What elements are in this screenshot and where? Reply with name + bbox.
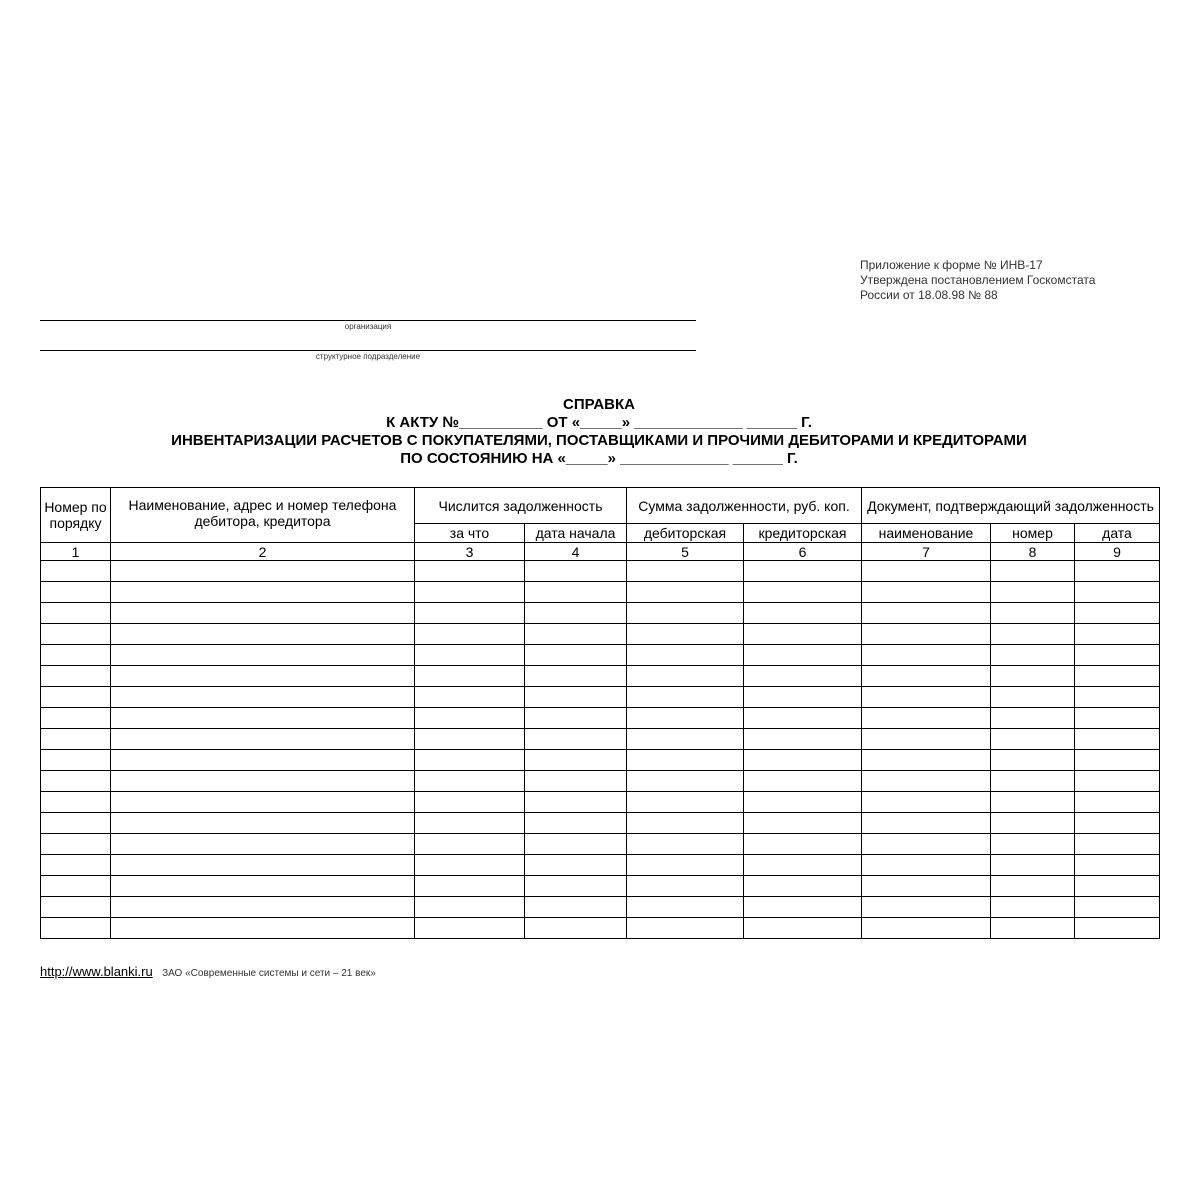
- table-cell[interactable]: [41, 729, 111, 750]
- appendix-line-1: Приложение к форме № ИНВ-17: [860, 258, 1043, 272]
- table-cell[interactable]: [415, 855, 525, 876]
- table-cell[interactable]: [41, 645, 111, 666]
- footer-link[interactable]: http://www.blanki.ru: [40, 964, 153, 979]
- table-cell[interactable]: [41, 624, 111, 645]
- table-cell[interactable]: [627, 729, 744, 750]
- table-cell[interactable]: [862, 855, 991, 876]
- table-cell[interactable]: [41, 918, 111, 939]
- table-cell[interactable]: [415, 771, 525, 792]
- appendix-line-2: Утверждена постановлением Госкомстата: [860, 273, 1096, 287]
- table-cell[interactable]: [744, 645, 862, 666]
- table-cell[interactable]: [627, 918, 744, 939]
- table-cell[interactable]: [991, 876, 1075, 897]
- table-cell[interactable]: [415, 750, 525, 771]
- table-row: [41, 771, 1160, 792]
- table-cell[interactable]: [862, 624, 991, 645]
- table-cell[interactable]: [525, 708, 627, 729]
- table-cell[interactable]: [1075, 708, 1160, 729]
- table-cell[interactable]: [525, 792, 627, 813]
- column-number-2: 2: [111, 543, 415, 561]
- table-cell[interactable]: [991, 813, 1075, 834]
- table-cell[interactable]: [744, 855, 862, 876]
- table-cell[interactable]: [525, 855, 627, 876]
- column-number-9: 9: [1075, 543, 1160, 561]
- table-cell[interactable]: [627, 645, 744, 666]
- table-cell[interactable]: [41, 603, 111, 624]
- department-field[interactable]: [40, 350, 696, 351]
- header-debtor: дебиторская: [627, 524, 744, 543]
- table-cell[interactable]: [991, 897, 1075, 918]
- header-number: Номер по порядку: [41, 488, 111, 543]
- table-cell[interactable]: [744, 666, 862, 687]
- table-cell[interactable]: [525, 771, 627, 792]
- table-cell[interactable]: [862, 687, 991, 708]
- header-sum-group: Сумма задолженности, руб. коп.: [627, 488, 862, 524]
- inventory-table: [40, 487, 1160, 939]
- table-cell[interactable]: [111, 624, 415, 645]
- table-cell[interactable]: [991, 624, 1075, 645]
- table-cell[interactable]: [1075, 645, 1160, 666]
- table-cell[interactable]: [525, 624, 627, 645]
- table-cell[interactable]: [744, 918, 862, 939]
- table-cell[interactable]: [41, 771, 111, 792]
- table-cell[interactable]: [991, 666, 1075, 687]
- table-cell[interactable]: [991, 645, 1075, 666]
- table-cell[interactable]: [627, 876, 744, 897]
- table-cell[interactable]: [41, 666, 111, 687]
- table-cell[interactable]: [525, 876, 627, 897]
- table-cell[interactable]: [415, 792, 525, 813]
- table-cell[interactable]: [991, 918, 1075, 939]
- appendix-line-3: России от 18.08.98 № 88: [860, 288, 998, 302]
- table-cell[interactable]: [627, 708, 744, 729]
- table-row: [41, 834, 1160, 855]
- table-cell[interactable]: [862, 771, 991, 792]
- table-cell[interactable]: [991, 729, 1075, 750]
- table-cell[interactable]: [41, 813, 111, 834]
- table-cell[interactable]: [525, 918, 627, 939]
- table-cell[interactable]: [415, 876, 525, 897]
- header-debt-group: Числится задолженность: [415, 488, 627, 524]
- table-cell[interactable]: [862, 813, 991, 834]
- table-cell[interactable]: [41, 708, 111, 729]
- table-row: [41, 729, 1160, 750]
- table-cell[interactable]: [1075, 729, 1160, 750]
- table-cell[interactable]: [111, 561, 415, 582]
- table-cell[interactable]: [1075, 624, 1160, 645]
- column-number-5: 5: [627, 543, 744, 561]
- table-cell[interactable]: [744, 834, 862, 855]
- table-cell[interactable]: [525, 666, 627, 687]
- table-cell[interactable]: [111, 897, 415, 918]
- table-cell[interactable]: [525, 687, 627, 708]
- table-row: [41, 792, 1160, 813]
- table-cell[interactable]: [862, 876, 991, 897]
- table-cell[interactable]: [627, 603, 744, 624]
- table-cell[interactable]: [41, 897, 111, 918]
- table-cell[interactable]: [627, 561, 744, 582]
- table-cell[interactable]: [1075, 771, 1160, 792]
- table-cell[interactable]: [744, 624, 862, 645]
- table-cell[interactable]: [862, 582, 991, 603]
- table-cell[interactable]: [415, 666, 525, 687]
- table-cell[interactable]: [41, 687, 111, 708]
- table-cell[interactable]: [1075, 855, 1160, 876]
- table-cell[interactable]: [862, 666, 991, 687]
- table-cell[interactable]: [991, 582, 1075, 603]
- table-cell[interactable]: [862, 750, 991, 771]
- table-cell[interactable]: [1075, 561, 1160, 582]
- table-row: [41, 708, 1160, 729]
- table-row: [41, 603, 1160, 624]
- title-line-4: ПО СОСТОЯНИЮ НА «_____» _____________ ______ Г.: [400, 450, 798, 467]
- header-start-date: дата начала: [525, 524, 627, 543]
- column-number-6: 6: [744, 543, 862, 561]
- table-cell[interactable]: [525, 582, 627, 603]
- table-cell[interactable]: [991, 792, 1075, 813]
- table-cell[interactable]: [991, 771, 1075, 792]
- table-cell[interactable]: [111, 708, 415, 729]
- table-cell[interactable]: [415, 582, 525, 603]
- table-cell[interactable]: [415, 708, 525, 729]
- table-cell[interactable]: [1075, 687, 1160, 708]
- table-cell[interactable]: [415, 918, 525, 939]
- table-cell[interactable]: [415, 645, 525, 666]
- table-cell[interactable]: [41, 876, 111, 897]
- table-cell[interactable]: [862, 603, 991, 624]
- table-cell[interactable]: [1075, 603, 1160, 624]
- table-cell[interactable]: [111, 750, 415, 771]
- table-cell[interactable]: [111, 666, 415, 687]
- table-row: [41, 687, 1160, 708]
- title-line-1: СПРАВКА: [563, 396, 635, 413]
- table-cell[interactable]: [627, 813, 744, 834]
- table-cell[interactable]: [862, 918, 991, 939]
- appendix-note: [860, 258, 1160, 303]
- table-cell[interactable]: [627, 855, 744, 876]
- table-cell[interactable]: [41, 792, 111, 813]
- header-for-what: за что: [415, 524, 525, 543]
- organization-field[interactable]: [40, 320, 696, 321]
- table-cell[interactable]: [1075, 666, 1160, 687]
- table-cell[interactable]: [862, 708, 991, 729]
- table-cell[interactable]: [1075, 897, 1160, 918]
- header-doc-name: наименование: [862, 524, 991, 543]
- table-cell[interactable]: [111, 645, 415, 666]
- table-cell[interactable]: [627, 792, 744, 813]
- table-cell[interactable]: [525, 603, 627, 624]
- table-cell[interactable]: [862, 561, 991, 582]
- table-cell[interactable]: [862, 729, 991, 750]
- table-cell[interactable]: [415, 834, 525, 855]
- header-creditor: кредиторская: [744, 524, 862, 543]
- table-cell[interactable]: [415, 624, 525, 645]
- table-cell[interactable]: [744, 792, 862, 813]
- table-cell[interactable]: [991, 708, 1075, 729]
- table-cell[interactable]: [991, 750, 1075, 771]
- header-name: Наименование, адрес и номер телефона дебитора, кредитора: [111, 488, 415, 543]
- table-cell[interactable]: [415, 603, 525, 624]
- organization-caption: организация: [344, 322, 392, 331]
- table-cell[interactable]: [744, 897, 862, 918]
- table-cell[interactable]: [525, 813, 627, 834]
- table-cell[interactable]: [627, 666, 744, 687]
- table-cell[interactable]: [627, 582, 744, 603]
- table-cell[interactable]: [1075, 834, 1160, 855]
- table-cell[interactable]: [744, 603, 862, 624]
- table-cell[interactable]: [991, 855, 1075, 876]
- table-row: [41, 750, 1160, 771]
- table-cell[interactable]: [744, 687, 862, 708]
- table-cell[interactable]: [111, 687, 415, 708]
- table-cell[interactable]: [525, 561, 627, 582]
- header-doc-number: номер: [991, 524, 1075, 543]
- header-doc-date: дата: [1075, 524, 1160, 543]
- table-cell[interactable]: [991, 834, 1075, 855]
- table-cell[interactable]: [111, 771, 415, 792]
- table-cell[interactable]: [991, 603, 1075, 624]
- table-cell[interactable]: [415, 813, 525, 834]
- table-cell[interactable]: [525, 729, 627, 750]
- table-row: [41, 918, 1160, 939]
- table-row: [41, 645, 1160, 666]
- table-cell[interactable]: [744, 708, 862, 729]
- table-cell[interactable]: [1075, 876, 1160, 897]
- table-cell[interactable]: [415, 729, 525, 750]
- table-cell[interactable]: [744, 582, 862, 603]
- footer: [40, 964, 376, 979]
- table-cell[interactable]: [862, 897, 991, 918]
- column-number-4: 4: [525, 543, 627, 561]
- table-cell[interactable]: [111, 603, 415, 624]
- title-line-3: ИНВЕНТАРИЗАЦИИ РАСЧЕТОВ С ПОКУПАТЕЛЯМИ, ПОСТАВЩИКАМИ И ПРОЧИМИ ДЕБИТОРАМИ И КРЕДИТОРАМИ: [171, 432, 1027, 449]
- table-row: [41, 813, 1160, 834]
- table-cell[interactable]: [525, 834, 627, 855]
- table-cell[interactable]: [111, 918, 415, 939]
- table-cell[interactable]: [627, 624, 744, 645]
- table-cell[interactable]: [744, 750, 862, 771]
- table-cell[interactable]: [41, 582, 111, 603]
- table-cell[interactable]: [1075, 918, 1160, 939]
- column-number-7: 7: [862, 543, 991, 561]
- table-cell[interactable]: [744, 771, 862, 792]
- table-row: [41, 666, 1160, 687]
- column-number-8: 8: [991, 543, 1075, 561]
- footer-organization: ЗАО «Современные системы и сети – 21 век»: [162, 968, 376, 979]
- table-row: [41, 855, 1160, 876]
- title-line-2: К АКТУ №__________ ОТ «_____» _____________ ______ Г.: [386, 414, 812, 431]
- table-cell[interactable]: [744, 729, 862, 750]
- table-cell[interactable]: [525, 750, 627, 771]
- table-cell[interactable]: [111, 813, 415, 834]
- table-cell[interactable]: [111, 729, 415, 750]
- table-cell[interactable]: [111, 792, 415, 813]
- table-cell[interactable]: [627, 897, 744, 918]
- table-cell[interactable]: [627, 771, 744, 792]
- table-cell[interactable]: [525, 645, 627, 666]
- table-cell[interactable]: [862, 834, 991, 855]
- header-doc-group: Документ, подтверждающий задолженность: [862, 488, 1160, 524]
- table-cell[interactable]: [111, 855, 415, 876]
- table-cell[interactable]: [627, 687, 744, 708]
- table-cell[interactable]: [111, 582, 415, 603]
- table-cell[interactable]: [1075, 582, 1160, 603]
- table-cell[interactable]: [415, 897, 525, 918]
- table-cell[interactable]: [991, 687, 1075, 708]
- table-row: [41, 624, 1160, 645]
- table-cell[interactable]: [1075, 750, 1160, 771]
- table-row: [41, 561, 1160, 582]
- table-row: [41, 876, 1160, 897]
- table-cell[interactable]: [627, 834, 744, 855]
- table-cell[interactable]: [111, 876, 415, 897]
- table-row: [41, 897, 1160, 918]
- table-cell[interactable]: [627, 750, 744, 771]
- table-cell[interactable]: [991, 561, 1075, 582]
- table-cell[interactable]: [41, 750, 111, 771]
- table-cell[interactable]: [744, 813, 862, 834]
- table-cell[interactable]: [111, 834, 415, 855]
- table-cell[interactable]: [862, 792, 991, 813]
- table-cell[interactable]: [525, 897, 627, 918]
- table-cell[interactable]: [744, 876, 862, 897]
- column-number-3: 3: [415, 543, 525, 561]
- table-cell[interactable]: [1075, 792, 1160, 813]
- table-cell[interactable]: [41, 834, 111, 855]
- table-cell[interactable]: [41, 855, 111, 876]
- column-number-1: 1: [41, 543, 111, 561]
- table-cell[interactable]: [862, 645, 991, 666]
- table-cell[interactable]: [744, 561, 862, 582]
- table-cell[interactable]: [1075, 813, 1160, 834]
- department-caption: структурное подразделение: [315, 352, 421, 361]
- table-row: [41, 582, 1160, 603]
- table-cell[interactable]: [415, 687, 525, 708]
- table-cell[interactable]: [41, 561, 111, 582]
- table-cell[interactable]: [415, 561, 525, 582]
